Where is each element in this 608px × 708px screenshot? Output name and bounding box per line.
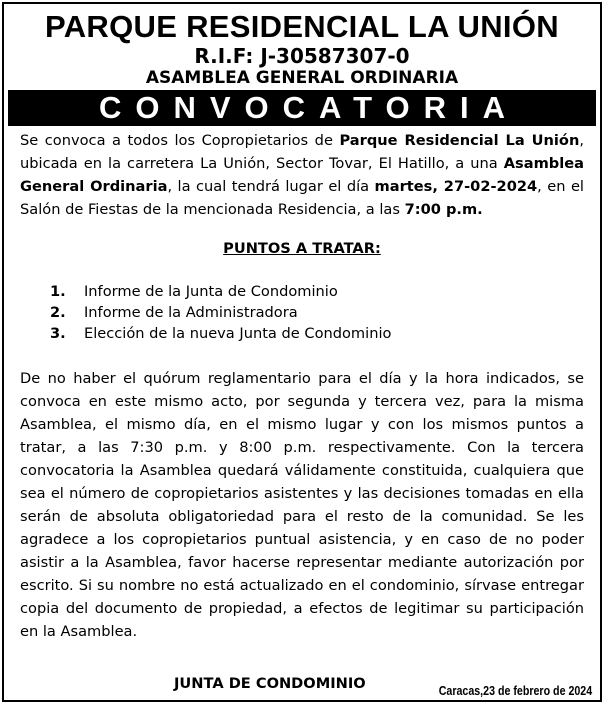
convocatoria-banner: CONVOCATORIA bbox=[8, 90, 596, 126]
agenda-list bbox=[50, 281, 391, 344]
agenda-text: Informe de la Administradora bbox=[84, 304, 298, 321]
issue-date: Caracas,23 de febrero de 2024 bbox=[438, 683, 592, 698]
intro-paragraph bbox=[20, 129, 584, 221]
intro-text: , la cual tendrá lugar el día bbox=[167, 178, 375, 195]
agenda-text: Informe de la Junta de Condominio bbox=[84, 283, 338, 300]
agenda-number: 1. bbox=[50, 283, 66, 300]
intro-text: , ubicada en la carretera La Unión, Sector Tovar, El Hatillo, a una bbox=[20, 132, 584, 172]
agenda-item bbox=[50, 302, 391, 323]
notice-frame bbox=[2, 2, 602, 702]
intro-text: Se convoca a todos los Copropietarios de bbox=[20, 132, 340, 149]
agenda-item bbox=[50, 281, 391, 302]
points-heading: PUNTOS A TRATAR: bbox=[223, 240, 381, 257]
agenda-number: 3. bbox=[50, 325, 66, 342]
residence-name: Parque Residencial La Unión bbox=[339, 132, 580, 149]
rif-number: R.I.F: J-30587307-0 bbox=[194, 44, 410, 68]
assembly-type: Asamblea General Ordinaria bbox=[20, 155, 584, 195]
meeting-time: 7:00 p.m. bbox=[404, 201, 483, 218]
signature: JUNTA DE CONDOMINIO bbox=[174, 675, 366, 692]
page-title: PARQUE RESIDENCIAL LA UNIÓN bbox=[45, 9, 559, 44]
agenda-item bbox=[50, 323, 391, 344]
closing-paragraph: De no haber el quórum reglamentario para el día y la hora indicados, se convoca en este mismo acto, por segunda y tercera vez, para la misma Asamblea, el mismo día, en el mismo lugar y con los mismos puntos a tratar, a las 7:30 p.m. y 8:00 p.m. respectivamente. Con la tercera convocatoria la Asamblea quedará válidamente constituida, cualquiera que sea el número de copropietarios asistentes y las decisiones tomadas en ella serán de absoluta obligatoriedad para el resto de la comunidad. Se les agradece a los copropietarios puntual asistencia, y en caso de no poder asistir a la Asamblea, favor hacerse representar mediante autorización por escrito. Si su nombre no está actualizado en el condominio, sírvase entregar copia del documento de propiedad, a efectos de legitimar su participación en la Asamblea. bbox=[20, 370, 584, 640]
agenda-text: Elección de la nueva Junta de Condominio bbox=[84, 325, 392, 342]
assembly-heading: ASAMBLEA GENERAL ORDINARIA bbox=[145, 68, 459, 88]
agenda-number: 2. bbox=[50, 304, 66, 321]
meeting-date: martes, 27-02-2024 bbox=[374, 178, 538, 195]
intro-text: , en el Salón de Fiestas de la mencionada Residencia, a las bbox=[20, 178, 584, 218]
